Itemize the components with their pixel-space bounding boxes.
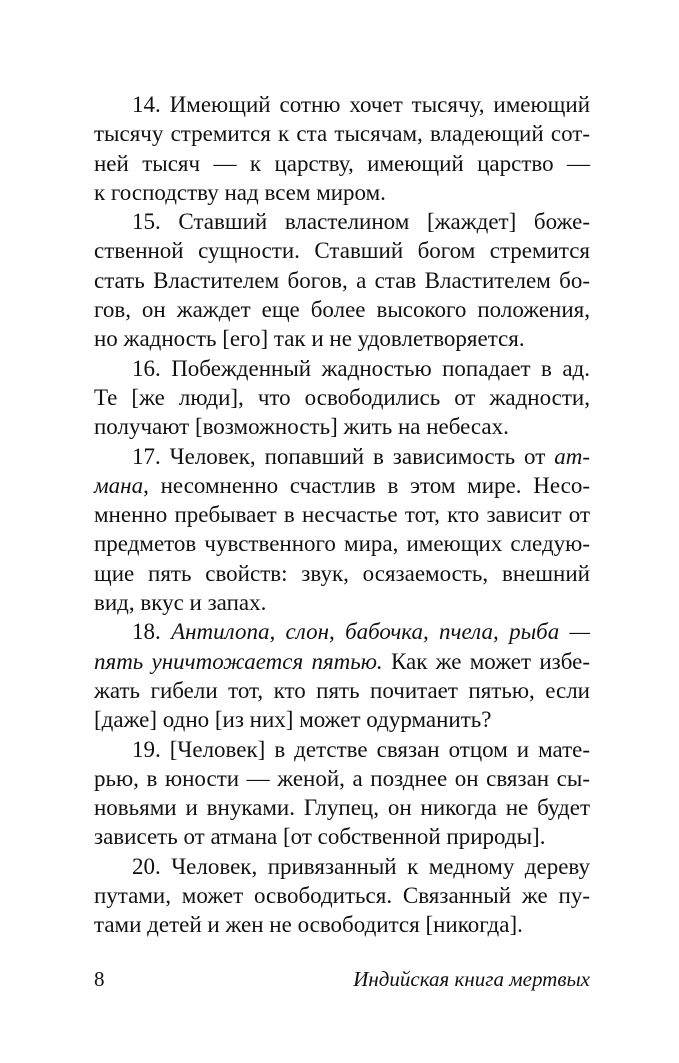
text-line: новьями и внуками. Глупец, он никогда не будет: [94, 795, 590, 821]
text-line: [даже] одно [из них] может одурманить?: [94, 707, 492, 733]
text-line: к господству над всем миром.: [94, 179, 386, 205]
text-line: гов, он жаждет еще более высокого положения,: [94, 297, 590, 323]
text-line: жать гибели тот, кто пять почитает пятью, если: [94, 677, 590, 703]
text-line: ственной сущности. Ставший богом стремится: [94, 238, 590, 264]
text-line: рью, в юности — женой, а позднее он связан сы-: [94, 765, 590, 791]
text-line: 18. Антилопа, слон, бабочка, пчела, рыба —: [132, 619, 591, 645]
text-line: но жадность [его] так и не удовлетворяется.: [94, 326, 525, 352]
text-line: зависеть от атмана [от собственной природы].: [94, 824, 546, 850]
page-footer: [94, 964, 590, 994]
text-line: вид, вкус и запах.: [94, 590, 267, 616]
body-text: [94, 90, 590, 940]
text-line: щие пять свойств: звук, осязаемость, внешний: [94, 560, 590, 586]
text-line: ней тысяч — к царству, имеющий царство —: [94, 150, 590, 176]
text-line: путами, может освободиться. Связанный же пу-: [94, 883, 590, 909]
text-line: 16. Побежденный жадностью попадает в ад.: [132, 355, 590, 381]
text-line: 19. [Человек] в детстве связан отцом и мате-: [132, 736, 590, 762]
text-line: 15. Ставший властелином [жаждет] боже-: [132, 209, 590, 235]
text-line: Те [же люди], что освободились от жадности,: [94, 384, 590, 410]
text-line: тысячу стремится к ста тысячам, владеющий сот-: [94, 121, 590, 147]
text-line: мненно пребывает в несчастье тот, кто зависит от: [94, 502, 590, 528]
text-line: тами детей и жен не освободится [никогда].: [94, 912, 523, 938]
text-line: получают [возможность] жить на небесах.: [94, 414, 509, 440]
running-title: Индийская книга мертвых: [353, 967, 590, 991]
page-number: 8: [94, 967, 105, 991]
text-line: стать Властителем богов, а став Властителем бо-: [94, 267, 590, 293]
text-line: 20. Человек, привязанный к медному дереву: [132, 853, 590, 879]
text-line: 14. Имеющий сотню хочет тысячу, имеющий: [132, 92, 590, 117]
text-line: предметов чувственного мира, имеющих следую-: [94, 531, 590, 557]
text-line: пять уничтожается пятью. Как же может избе-: [94, 648, 590, 674]
text-line: 17. Человек, попавший в зависимость от ат-: [132, 443, 590, 469]
text-line: мана, несомненно счастлив в этом мире. Несо-: [94, 472, 590, 498]
